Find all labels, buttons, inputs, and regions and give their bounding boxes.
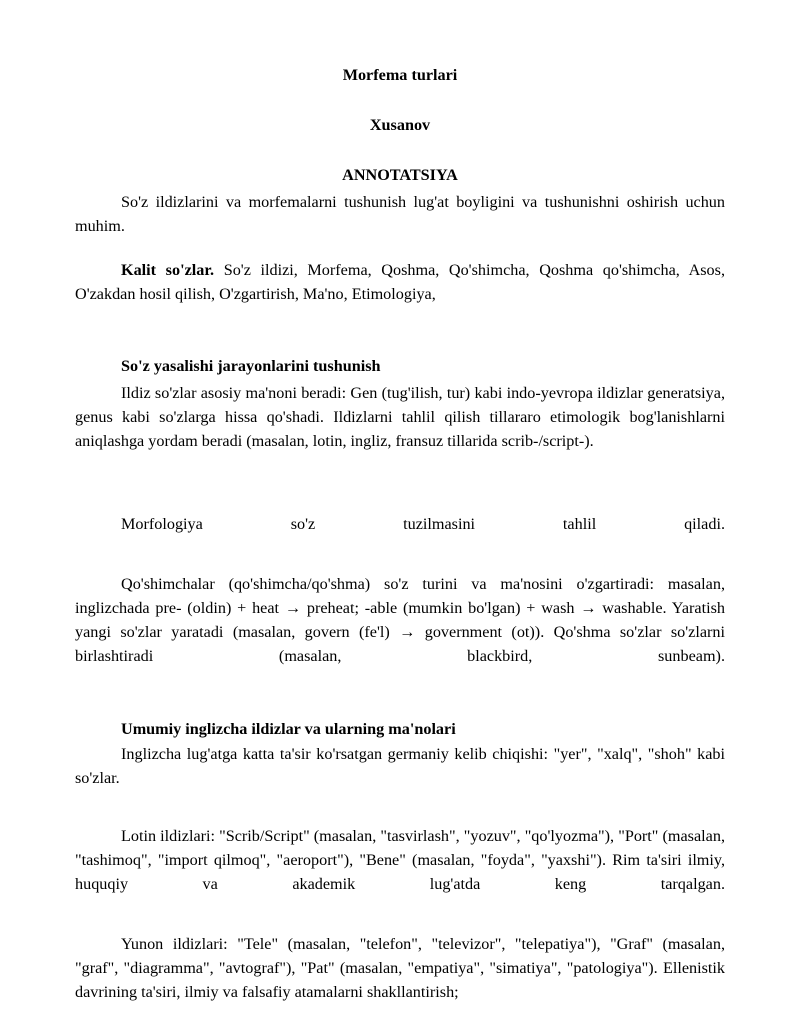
paragraph-latin-roots: Lotin ildizlari: "Scrib/Script" (masalan, "tasvirlash", "yozuv", "qo'lyozma"), "Port" (masalan, "tashimoq", "import qilmoq", "aeroport"), "Bene" (masalan, "foyda", "yaxshi"). Rim ta'siri ilmiy, huquqiy va akademik lug'atda keng tarqalgan. [75,827,725,893]
paragraph-affixes: Qo'shimchalar (qo'shimcha/qo'shma) so'z turini va ma'nosini o'zgartiradi: masalan, inglizchada pre- (oldin) + heat → preheat; -able (mumkin bo'lgan) + wash → washable. Yaratish yangi so'zlar yaratadi (masalan, govern (fe'l) → government (ot)). Qo'shma so'zlar so'zlarni birlashtiradi (masalan, blackbird, sunbeam). [75,575,725,665]
annotation-heading: ANNOTATSIYA [342,166,458,184]
annotation-text: So'z ildizlarini va morfemalarni tushunish lug'at boyligini va tushunishni oshirish uchun muhim. [75,193,725,235]
document-author: Xusanov [369,116,431,134]
section-heading-english-roots: Umumiy inglizcha ildizlar va ularning ma'nolari [121,720,456,738]
paragraph-morphology: Morfologiya so'z tuzilmasini tahlil qiladi. [121,515,725,533]
paragraph-germanic-roots: Inglizcha lug'atga katta ta'sir ko'rsatgan germaniy kelib chiqishi: "yer", "xalq", "shoh" kabi so'zlar. [75,745,725,787]
keywords-label: Kalit so'zlar. [121,261,215,279]
document-title: Morfema turlari [342,66,458,84]
paragraph-greek-roots: Yunon ildizlari: "Tele" (masalan, "telefon", "televizor", "telepatiya"), "Graf" (masalan, "graf", "diagramma", "avtograf"), "Pat" (masalan, "empatiya", "simatiya", "patologiya"). Ellenistik davrining ta'siri, ilmiy va falsafiy atamalarni shakllantirish; [75,935,725,1001]
keywords-paragraph [75,258,725,306]
paragraph-root-words: Ildiz so'zlar asosiy ma'noni beradi: Gen (tug'ilish, tur) kabi indo-yevropa ildizlar generatsiya, genus kabi so'zlarga hissa qo'shadi. Ildizlarni tahlil qilish tillararo etimologik bog'lanishlarni aniqlashga yordam beradi (masalan, lotin, ingliz, fransuz tillarida scrib-/script-). [75,384,725,450]
keywords-text: So'z ildizi, Morfema, Qoshma, Qo'shimcha, Qoshma qo'shimcha, Asos, O'zakdan hosil qilish, O'zgartirish, Ma'no, Etimologiya, [75,261,725,303]
section-heading-word-formation: So'z yasalishi jarayonlarini tushunish [121,357,381,375]
